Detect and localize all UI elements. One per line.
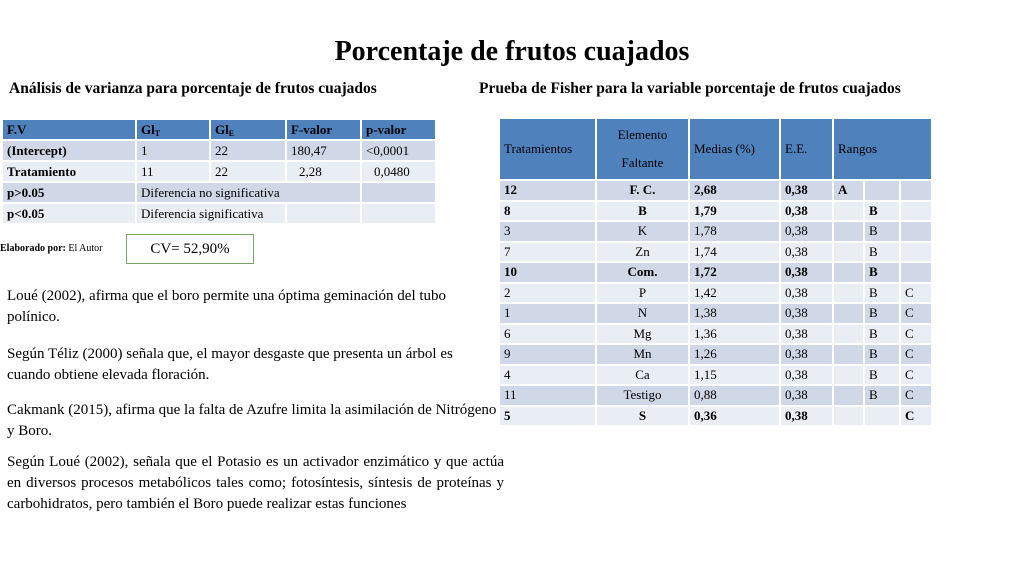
cell bbox=[833, 344, 864, 365]
paragraph-potasio: Según Loué (2002), señala que el Potasio es un activador enzimático y que actúa en diversos procesos metabólicos tales como; fotosíntesis, síntesis de proteínas y carbohidratos, pero también el Boro puede realizar estas funciones bbox=[7, 454, 504, 512]
cell: Mg bbox=[596, 324, 689, 345]
header-tratamientos: Tratamientos bbox=[499, 118, 596, 180]
cell: 4 bbox=[499, 365, 596, 386]
cell: <0,0001 bbox=[361, 140, 436, 161]
header-fv: F.V bbox=[2, 119, 136, 140]
anova-subtitle: Análisis de varianza para porcentaje de frutos cuajados bbox=[9, 80, 377, 97]
cell bbox=[900, 180, 932, 201]
cell bbox=[833, 242, 864, 263]
paragraph-teliz: Según Téliz (2000) señala que, el mayor desgaste que presenta un árbol es cuando obtiene elevada floración. bbox=[7, 346, 453, 383]
cell: 10 bbox=[499, 262, 596, 283]
cell bbox=[361, 182, 436, 203]
cell: 0,38 bbox=[780, 262, 833, 283]
cell: Mn bbox=[596, 344, 689, 365]
header-ee: E.E. bbox=[780, 118, 833, 180]
cell bbox=[833, 385, 864, 406]
cell bbox=[900, 242, 932, 263]
table-row bbox=[499, 406, 932, 427]
cell: C bbox=[900, 303, 932, 324]
fisher-subtitle: Prueba de Fisher para la variable porcentaje de frutos cuajados bbox=[479, 80, 901, 97]
cell bbox=[900, 262, 932, 283]
header-elemento: Elemento Faltante bbox=[596, 118, 689, 180]
slide-title: Porcentaje de frutos cuajados bbox=[334, 36, 690, 67]
cell: 12 bbox=[499, 180, 596, 201]
anova-header-row bbox=[2, 119, 436, 140]
cell: 180,47 bbox=[286, 140, 361, 161]
table-row bbox=[499, 385, 932, 406]
cell: B bbox=[864, 201, 900, 222]
cell: 1,74 bbox=[689, 242, 780, 263]
cell: 0,88 bbox=[689, 385, 780, 406]
cell: 0,38 bbox=[780, 324, 833, 345]
cell: B bbox=[596, 201, 689, 222]
cell: 1,36 bbox=[689, 324, 780, 345]
cell: 2 bbox=[499, 283, 596, 304]
cell: p<0.05 bbox=[2, 203, 136, 224]
header-rangos: Rangos bbox=[833, 118, 932, 180]
table-row bbox=[499, 283, 932, 304]
cell: Zn bbox=[596, 242, 689, 263]
table-row bbox=[499, 242, 932, 263]
cell: 1 bbox=[136, 140, 210, 161]
header-medias: Medias (%) bbox=[689, 118, 780, 180]
cell: B bbox=[864, 283, 900, 304]
cell: Com. bbox=[596, 262, 689, 283]
header-glt: $Gl_T$ bbox=[136, 119, 210, 140]
cell: P bbox=[596, 283, 689, 304]
cell: C bbox=[900, 324, 932, 345]
table-row bbox=[499, 221, 932, 242]
cell: 0,36 bbox=[689, 406, 780, 427]
cell: Diferencia significativa bbox=[136, 203, 286, 224]
cell bbox=[833, 303, 864, 324]
cell: B bbox=[864, 365, 900, 386]
cell: 22 bbox=[210, 140, 286, 161]
cell bbox=[833, 283, 864, 304]
cell: C bbox=[900, 344, 932, 365]
cell: C bbox=[900, 365, 932, 386]
paragraph-cakmank: Cakmank (2015), afirma que la falta de Azufre limita la asimilación de Nitrógeno y Boro. bbox=[7, 402, 497, 439]
cell: S bbox=[596, 406, 689, 427]
cell: B bbox=[864, 262, 900, 283]
cell: 11 bbox=[499, 385, 596, 406]
cell: K bbox=[596, 221, 689, 242]
cell: A bbox=[833, 180, 864, 201]
cell: B bbox=[864, 303, 900, 324]
fisher-header-row bbox=[499, 118, 932, 180]
cell: 0,38 bbox=[780, 283, 833, 304]
cell: (Intercept) bbox=[2, 140, 136, 161]
cell: 1,72 bbox=[689, 262, 780, 283]
cell: 0,38 bbox=[780, 242, 833, 263]
cell bbox=[361, 203, 436, 224]
cell: Ca bbox=[596, 365, 689, 386]
table-row bbox=[2, 161, 436, 182]
cell: 1,26 bbox=[689, 344, 780, 365]
author-note: Elaborado por: El Autor bbox=[0, 243, 103, 254]
table-row bbox=[499, 344, 932, 365]
cell: 1,15 bbox=[689, 365, 780, 386]
cell: 1,38 bbox=[689, 303, 780, 324]
header-pvalor: p-valor bbox=[361, 119, 436, 140]
cell: C bbox=[900, 283, 932, 304]
header-gle: $Gl_E$ bbox=[210, 119, 286, 140]
cell: B bbox=[864, 344, 900, 365]
cell: Diferencia no significativa bbox=[136, 182, 361, 203]
cell: 22 bbox=[210, 161, 286, 182]
cell bbox=[833, 324, 864, 345]
cell: B bbox=[864, 324, 900, 345]
cell: 11 bbox=[136, 161, 210, 182]
cell bbox=[833, 201, 864, 222]
cell: F. C. bbox=[596, 180, 689, 201]
cell: 0,38 bbox=[780, 365, 833, 386]
table-row bbox=[499, 201, 932, 222]
cell: 2,68 bbox=[689, 180, 780, 201]
table-row bbox=[2, 140, 436, 161]
cell: 1 bbox=[499, 303, 596, 324]
anova-table bbox=[1, 118, 437, 225]
cell: 2,28 bbox=[286, 161, 361, 182]
cell bbox=[833, 221, 864, 242]
cell: 0,38 bbox=[780, 221, 833, 242]
table-row bbox=[2, 203, 436, 224]
cell: 5 bbox=[499, 406, 596, 427]
cell: N bbox=[596, 303, 689, 324]
cell bbox=[286, 203, 361, 224]
table-row bbox=[499, 262, 932, 283]
cell: 0,38 bbox=[780, 303, 833, 324]
cell: 3 bbox=[499, 221, 596, 242]
cell: 0,38 bbox=[780, 201, 833, 222]
table-row bbox=[499, 180, 932, 201]
cell: 0,0480 bbox=[361, 161, 436, 182]
fisher-table bbox=[498, 117, 933, 427]
header-fvalor: F-valor bbox=[286, 119, 361, 140]
cell: Testigo bbox=[596, 385, 689, 406]
cell: 0,38 bbox=[780, 180, 833, 201]
table-row bbox=[499, 324, 932, 345]
cell: 1,42 bbox=[689, 283, 780, 304]
cell: 0,38 bbox=[780, 344, 833, 365]
cell bbox=[864, 180, 900, 201]
cell: 1,78 bbox=[689, 221, 780, 242]
cell: 0,38 bbox=[780, 385, 833, 406]
table-row bbox=[499, 303, 932, 324]
table-row bbox=[2, 182, 436, 203]
cell: 0,38 bbox=[780, 406, 833, 427]
cell bbox=[833, 365, 864, 386]
cell bbox=[900, 221, 932, 242]
cell: B bbox=[864, 221, 900, 242]
cv-box: CV= 52,90% bbox=[126, 234, 254, 264]
cell: p>0.05 bbox=[2, 182, 136, 203]
table-row bbox=[499, 365, 932, 386]
cell: 7 bbox=[499, 242, 596, 263]
cell bbox=[833, 262, 864, 283]
cell: 1,79 bbox=[689, 201, 780, 222]
cell: Tratamiento bbox=[2, 161, 136, 182]
cell: C bbox=[900, 385, 932, 406]
cell: 9 bbox=[499, 344, 596, 365]
cell: 6 bbox=[499, 324, 596, 345]
cell: 8 bbox=[499, 201, 596, 222]
paragraph-boro: Loué (2002), afirma que el boro permite una óptima geminación del tubo polínico. bbox=[7, 288, 447, 325]
cell bbox=[864, 406, 900, 427]
cell: C bbox=[900, 406, 932, 427]
cell bbox=[833, 406, 864, 427]
cell: B bbox=[864, 385, 900, 406]
cell bbox=[900, 201, 932, 222]
cell: B bbox=[864, 242, 900, 263]
